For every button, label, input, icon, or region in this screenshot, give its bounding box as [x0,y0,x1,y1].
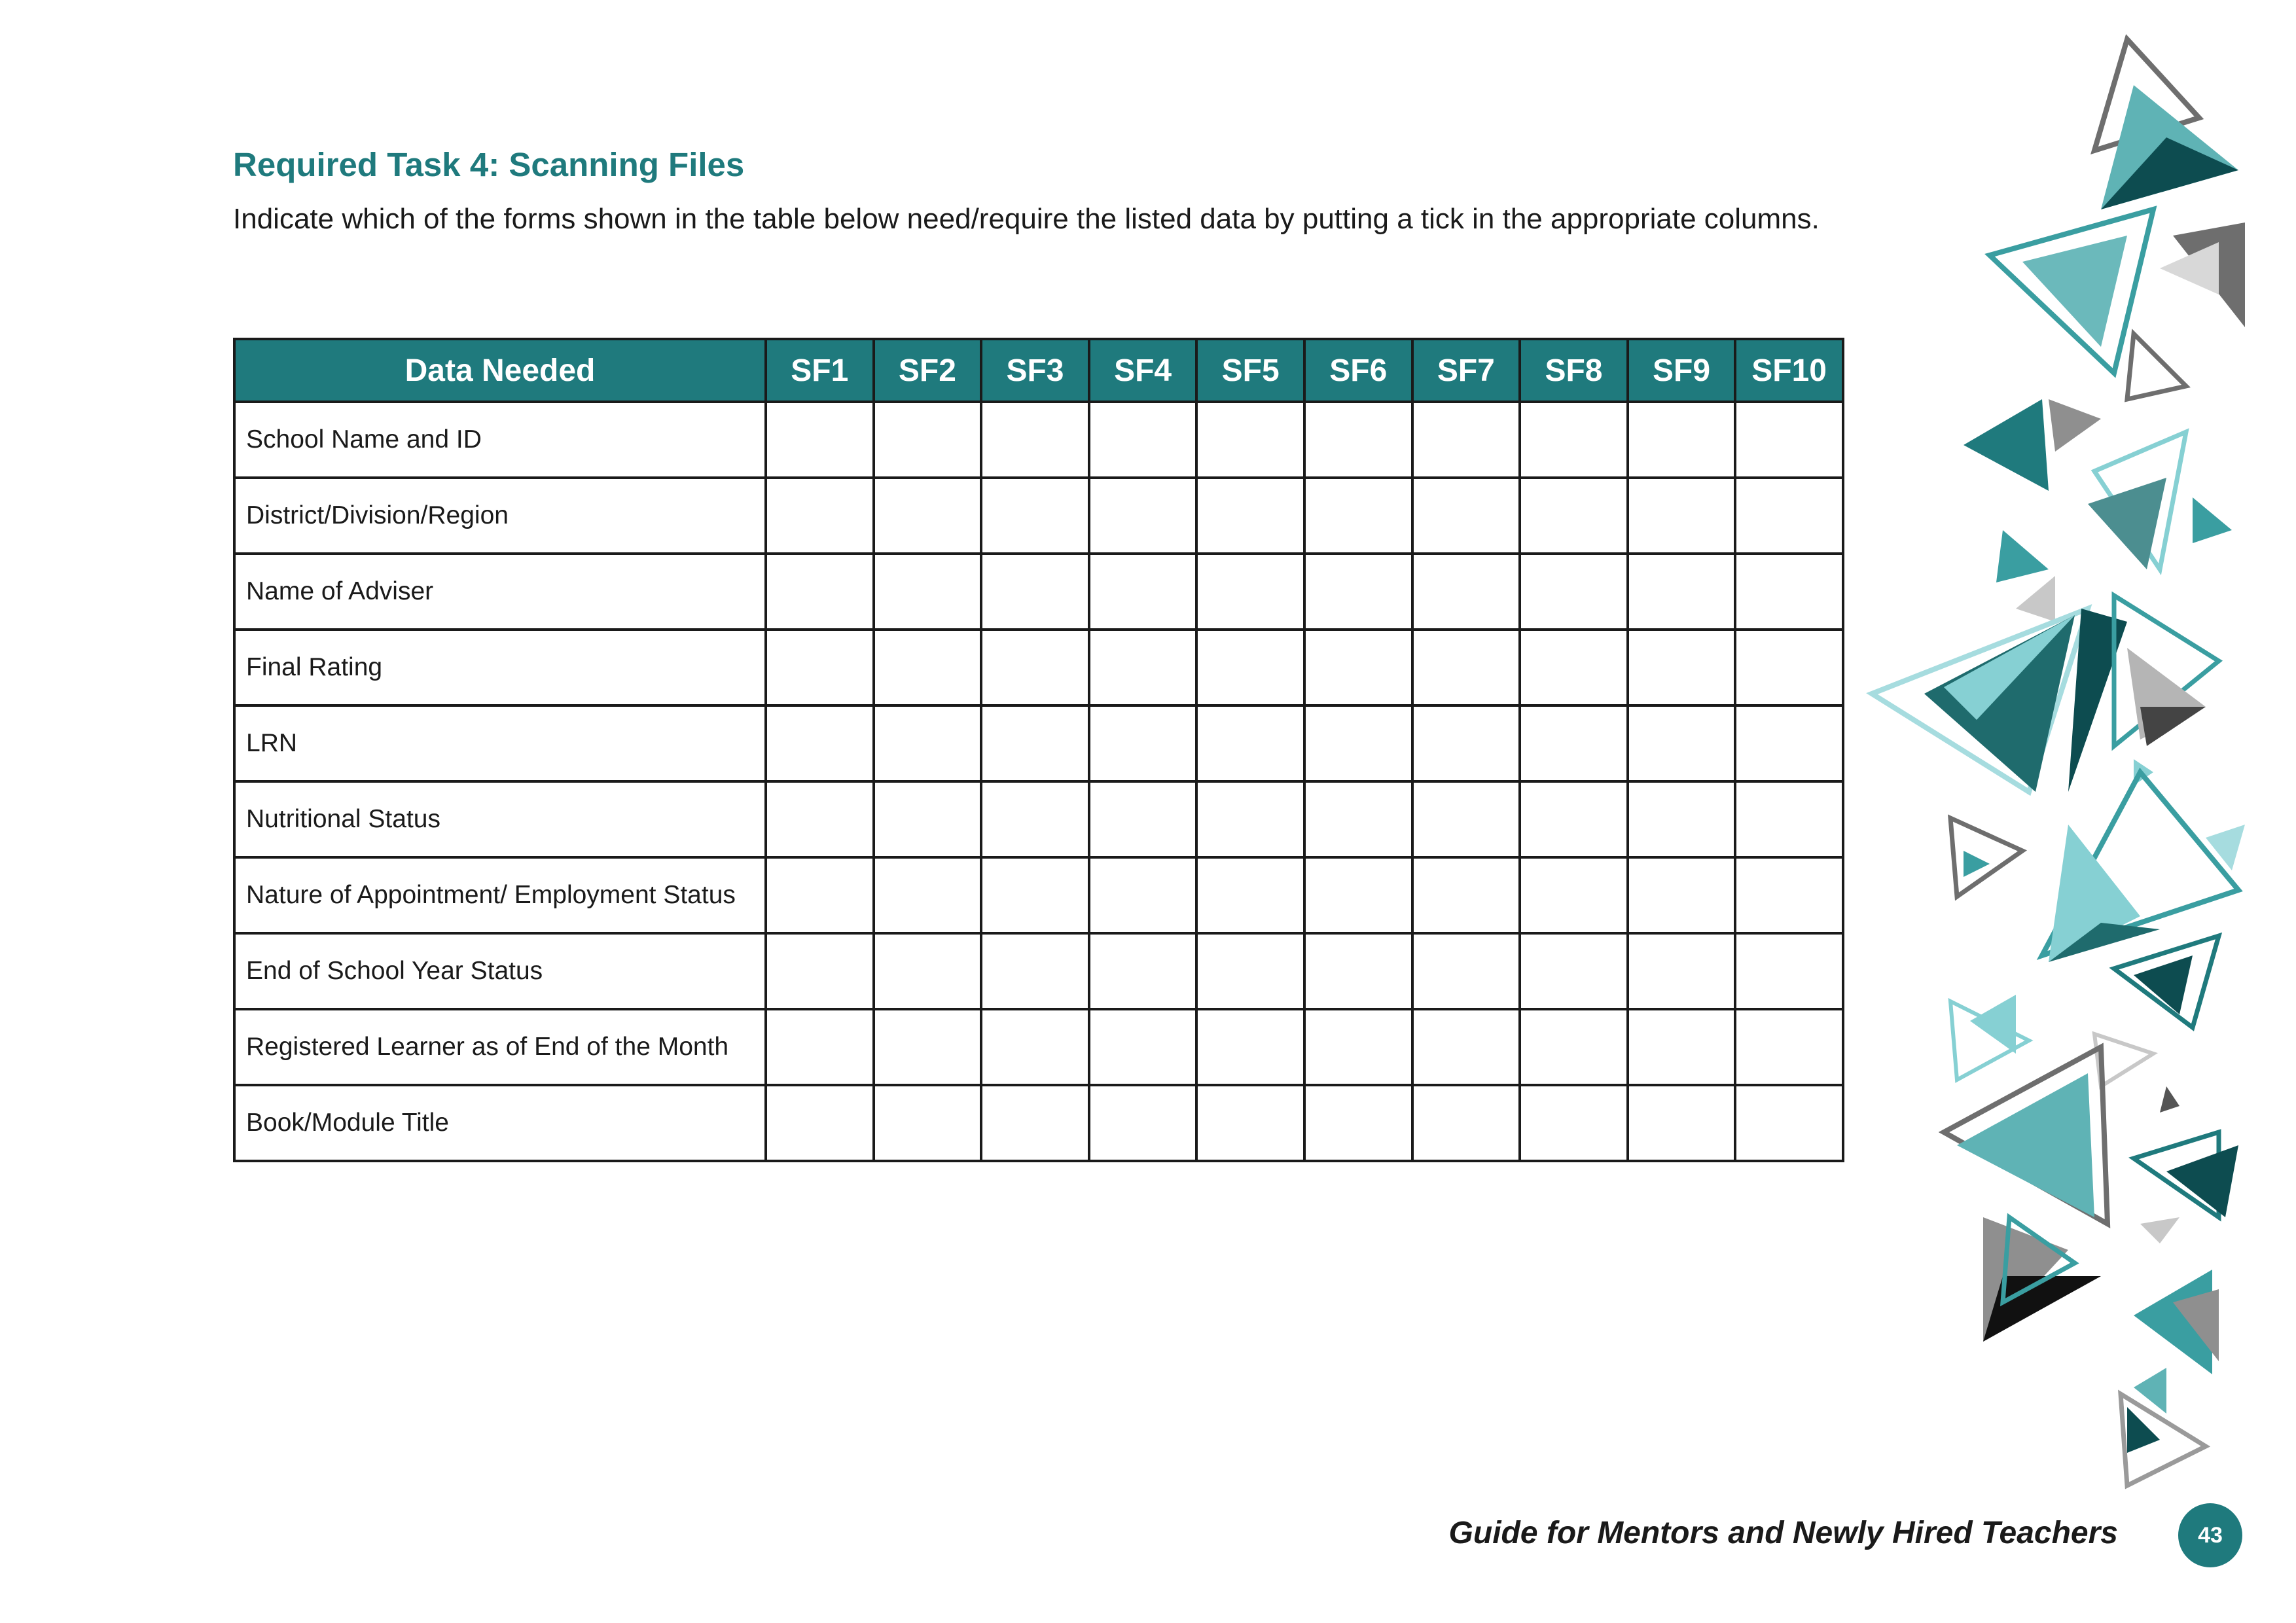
tick-cell[interactable] [1196,478,1304,554]
tick-cell[interactable] [874,478,982,554]
table-row [234,781,1843,857]
tick-cell[interactable] [1735,933,1843,1009]
tick-cell[interactable] [1628,630,1736,705]
tick-cell[interactable] [1520,781,1628,857]
tick-cell[interactable] [766,402,874,478]
tick-cell[interactable] [874,1009,982,1085]
column-header-sf: SF4 [1089,339,1197,402]
tick-cell[interactable] [874,857,982,933]
tick-cell[interactable] [1304,402,1412,478]
tick-cell[interactable] [1089,1009,1197,1085]
tick-cell[interactable] [981,1085,1089,1161]
tick-cell[interactable] [1304,781,1412,857]
tick-cell[interactable] [1196,630,1304,705]
tick-cell[interactable] [1735,1085,1843,1161]
triangle-graphic [1872,39,2245,1486]
tick-cell[interactable] [1196,933,1304,1009]
tick-cell[interactable] [1520,857,1628,933]
column-header-sf: SF2 [874,339,982,402]
tick-cell[interactable] [1520,705,1628,781]
tick-cell[interactable] [981,1009,1089,1085]
tick-cell[interactable] [1520,554,1628,630]
tick-cell[interactable] [1089,554,1197,630]
tick-cell[interactable] [766,933,874,1009]
tick-cell[interactable] [1412,554,1520,630]
tick-cell[interactable] [981,933,1089,1009]
tick-cell[interactable] [981,857,1089,933]
tick-cell[interactable] [1304,1085,1412,1161]
tick-cell[interactable] [1304,1009,1412,1085]
tick-cell[interactable] [766,1009,874,1085]
tick-cell[interactable] [1520,630,1628,705]
tick-cell[interactable] [1412,857,1520,933]
tick-cell[interactable] [1196,705,1304,781]
table-body [234,402,1843,1161]
tick-cell[interactable] [1735,630,1843,705]
tick-cell[interactable] [1304,478,1412,554]
data-needed-label: LRN [234,705,766,781]
tick-cell[interactable] [1735,781,1843,857]
tick-cell[interactable] [1628,1085,1736,1161]
column-header-sf: SF7 [1412,339,1520,402]
tick-cell[interactable] [874,402,982,478]
tick-cell[interactable] [1520,478,1628,554]
tick-cell[interactable] [1089,630,1197,705]
table-row [234,1085,1843,1161]
tick-cell[interactable] [766,857,874,933]
table-row [234,705,1843,781]
data-needed-label: End of School Year Status [234,933,766,1009]
column-header-sf: SF3 [981,339,1089,402]
tick-cell[interactable] [1089,705,1197,781]
tick-cell[interactable] [981,705,1089,781]
tick-cell[interactable] [981,402,1089,478]
column-header-data-needed: Data Needed [234,339,766,402]
tick-cell[interactable] [1628,402,1736,478]
tick-cell[interactable] [1089,402,1197,478]
tick-cell[interactable] [1304,705,1412,781]
tick-cell[interactable] [1628,478,1736,554]
tick-cell[interactable] [1735,705,1843,781]
tick-cell[interactable] [1628,1009,1736,1085]
tick-cell[interactable] [766,705,874,781]
tick-cell[interactable] [981,781,1089,857]
tick-cell[interactable] [1196,1009,1304,1085]
tick-cell[interactable] [766,478,874,554]
decorative-triangles [1852,20,2258,1512]
tick-cell[interactable] [1735,554,1843,630]
tick-cell[interactable] [1412,630,1520,705]
table-row [234,857,1843,933]
column-header-sf: SF1 [766,339,874,402]
tick-cell[interactable] [1628,933,1736,1009]
tick-cell[interactable] [1412,933,1520,1009]
tick-cell[interactable] [1089,857,1197,933]
tick-cell[interactable] [1628,781,1736,857]
tick-cell[interactable] [766,1085,874,1161]
tick-cell[interactable] [1735,478,1843,554]
tick-cell[interactable] [1089,781,1197,857]
forms-checklist-table [233,338,1844,1162]
table-row [234,478,1843,554]
tick-cell[interactable] [1196,554,1304,630]
tick-cell[interactable] [874,933,982,1009]
column-header-sf: SF10 [1735,339,1843,402]
tick-cell[interactable] [1412,478,1520,554]
tick-cell[interactable] [1520,1085,1628,1161]
column-header-sf: SF8 [1520,339,1628,402]
tick-cell[interactable] [1412,1085,1520,1161]
column-header-sf: SF9 [1628,339,1736,402]
table-row [234,630,1843,705]
tick-cell[interactable] [766,554,874,630]
table-row [234,402,1843,478]
tick-cell[interactable] [1628,705,1736,781]
tick-cell[interactable] [1520,933,1628,1009]
tick-cell[interactable] [1412,705,1520,781]
table-row [234,933,1843,1009]
table-header-row [234,339,1843,402]
page-number-badge: 43 [2178,1503,2242,1567]
tick-cell[interactable] [1196,857,1304,933]
tick-cell[interactable] [981,630,1089,705]
tick-cell[interactable] [981,478,1089,554]
data-needed-label: Final Rating [234,630,766,705]
tick-cell[interactable] [1196,402,1304,478]
tick-cell[interactable] [874,630,982,705]
tick-cell[interactable] [1520,1009,1628,1085]
data-needed-label: Registered Learner as of End of the Month [234,1009,766,1085]
tick-cell[interactable] [1304,554,1412,630]
table-row [234,1009,1843,1085]
tick-cell[interactable] [766,781,874,857]
data-needed-label: Book/Module Title [234,1085,766,1161]
data-needed-label: School Name and ID [234,402,766,478]
tick-cell[interactable] [1089,1085,1197,1161]
table-row [234,554,1843,630]
tick-cell[interactable] [766,630,874,705]
tick-cell[interactable] [1304,933,1412,1009]
tick-cell[interactable] [1196,1085,1304,1161]
data-needed-label: Nature of Appointment/ Employment Status [234,857,766,933]
data-needed-label: Nutritional Status [234,781,766,857]
tick-cell[interactable] [1089,478,1197,554]
column-header-sf: SF5 [1196,339,1304,402]
tick-cell[interactable] [874,781,982,857]
tick-cell[interactable] [874,1085,982,1161]
tick-cell[interactable] [1304,630,1412,705]
tick-cell[interactable] [874,705,982,781]
tick-cell[interactable] [1735,402,1843,478]
column-header-sf: SF6 [1304,339,1412,402]
tick-cell[interactable] [1735,1009,1843,1085]
tick-cell[interactable] [1412,781,1520,857]
instruction-text: Indicate which of the forms shown in the table below need/require the listed data by putting a tick in the appropriate columns. [233,203,1820,235]
footer-title: Guide for Mentors and Newly Hired Teachers [1448,1516,2118,1550]
data-needed-label: District/Division/Region [234,478,766,554]
page-title: Required Task 4: Scanning Files [233,146,745,183]
tick-cell[interactable] [1196,781,1304,857]
tick-cell[interactable] [1628,554,1736,630]
tick-cell[interactable] [1412,402,1520,478]
tick-cell[interactable] [1304,857,1412,933]
tick-cell[interactable] [1412,1009,1520,1085]
tick-cell[interactable] [981,554,1089,630]
tick-cell[interactable] [1520,402,1628,478]
tick-cell[interactable] [1089,933,1197,1009]
tick-cell[interactable] [1628,857,1736,933]
tick-cell[interactable] [1735,857,1843,933]
tick-cell[interactable] [874,554,982,630]
data-needed-label: Name of Adviser [234,554,766,630]
